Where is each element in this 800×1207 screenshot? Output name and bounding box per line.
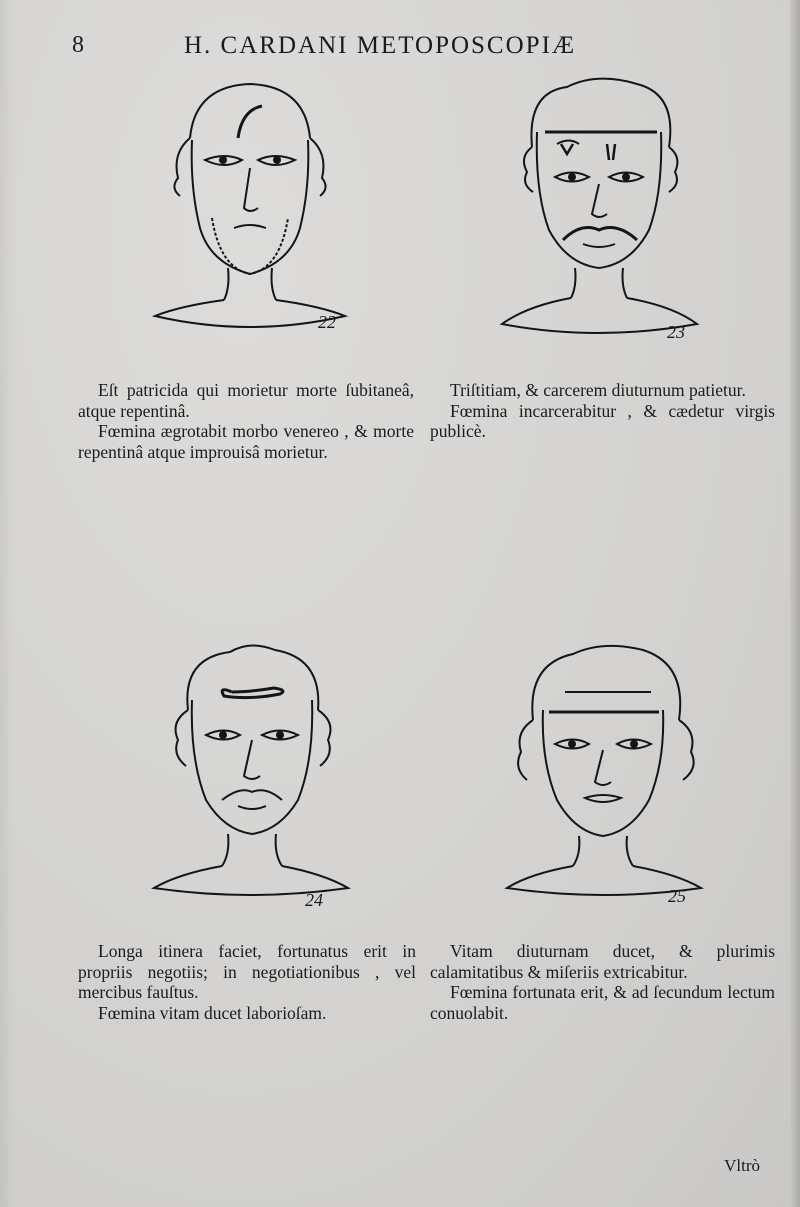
face-23-illustration — [497, 72, 702, 340]
caption-23-line-2: Fœmina incarcerabitur , & cædetur virgis publicè. — [430, 400, 775, 441]
page-edge — [790, 0, 800, 1207]
figure-number: 24 — [305, 890, 323, 910]
figure-23-woodcut — [497, 72, 702, 340]
caption-22 — [78, 380, 414, 462]
face-25-illustration — [503, 640, 708, 908]
figure-number: 23 — [667, 322, 685, 342]
figure-number: 25 — [668, 886, 686, 906]
caption-24-line-2: Fœmina vitam ducet laborioſam. — [98, 1002, 327, 1023]
figure-24-woodcut — [150, 640, 355, 908]
figure-22-woodcut — [150, 78, 350, 340]
gutter-shadow — [0, 0, 14, 1207]
catchword: Vltrò — [724, 1156, 760, 1175]
page-number: 8 — [72, 32, 84, 58]
running-header — [0, 30, 800, 64]
caption-23-line-1: Triſtitiam, & carcerem diuturnum patietur. — [450, 380, 746, 400]
caption-25 — [430, 941, 775, 1023]
caption-25-line-1: Vitam diuturnam ducet, & plurimis calamitatibus & miſeriis extricabitur. — [430, 941, 775, 982]
face-24-illustration — [150, 640, 355, 908]
figure-25-woodcut — [503, 640, 708, 908]
caption-22-line-2: Fœmina ægrotabit morbo venereo , & morte repentinâ atque improuisâ morietur. — [78, 421, 414, 462]
caption-24-line-1: Longa itinera faciet, fortunatus erit in propriis negotiis; in negotiationibus , vel mercibus fauſtus. — [78, 941, 416, 1002]
caption-23 — [430, 380, 775, 442]
caption-22-line-1: Eſt patricida qui morietur morte ſubitaneâ, atque repentinâ. — [78, 380, 414, 421]
caption-25-line-2: Fœmina fortunata erit, & ad ſecundum lectum conuolabit. — [430, 982, 775, 1023]
caption-24 — [78, 941, 416, 1023]
face-22-illustration — [150, 78, 350, 340]
running-title: H. CARDANI METOPOSCOPIÆ — [184, 32, 577, 59]
figure-number: 22 — [318, 312, 336, 332]
